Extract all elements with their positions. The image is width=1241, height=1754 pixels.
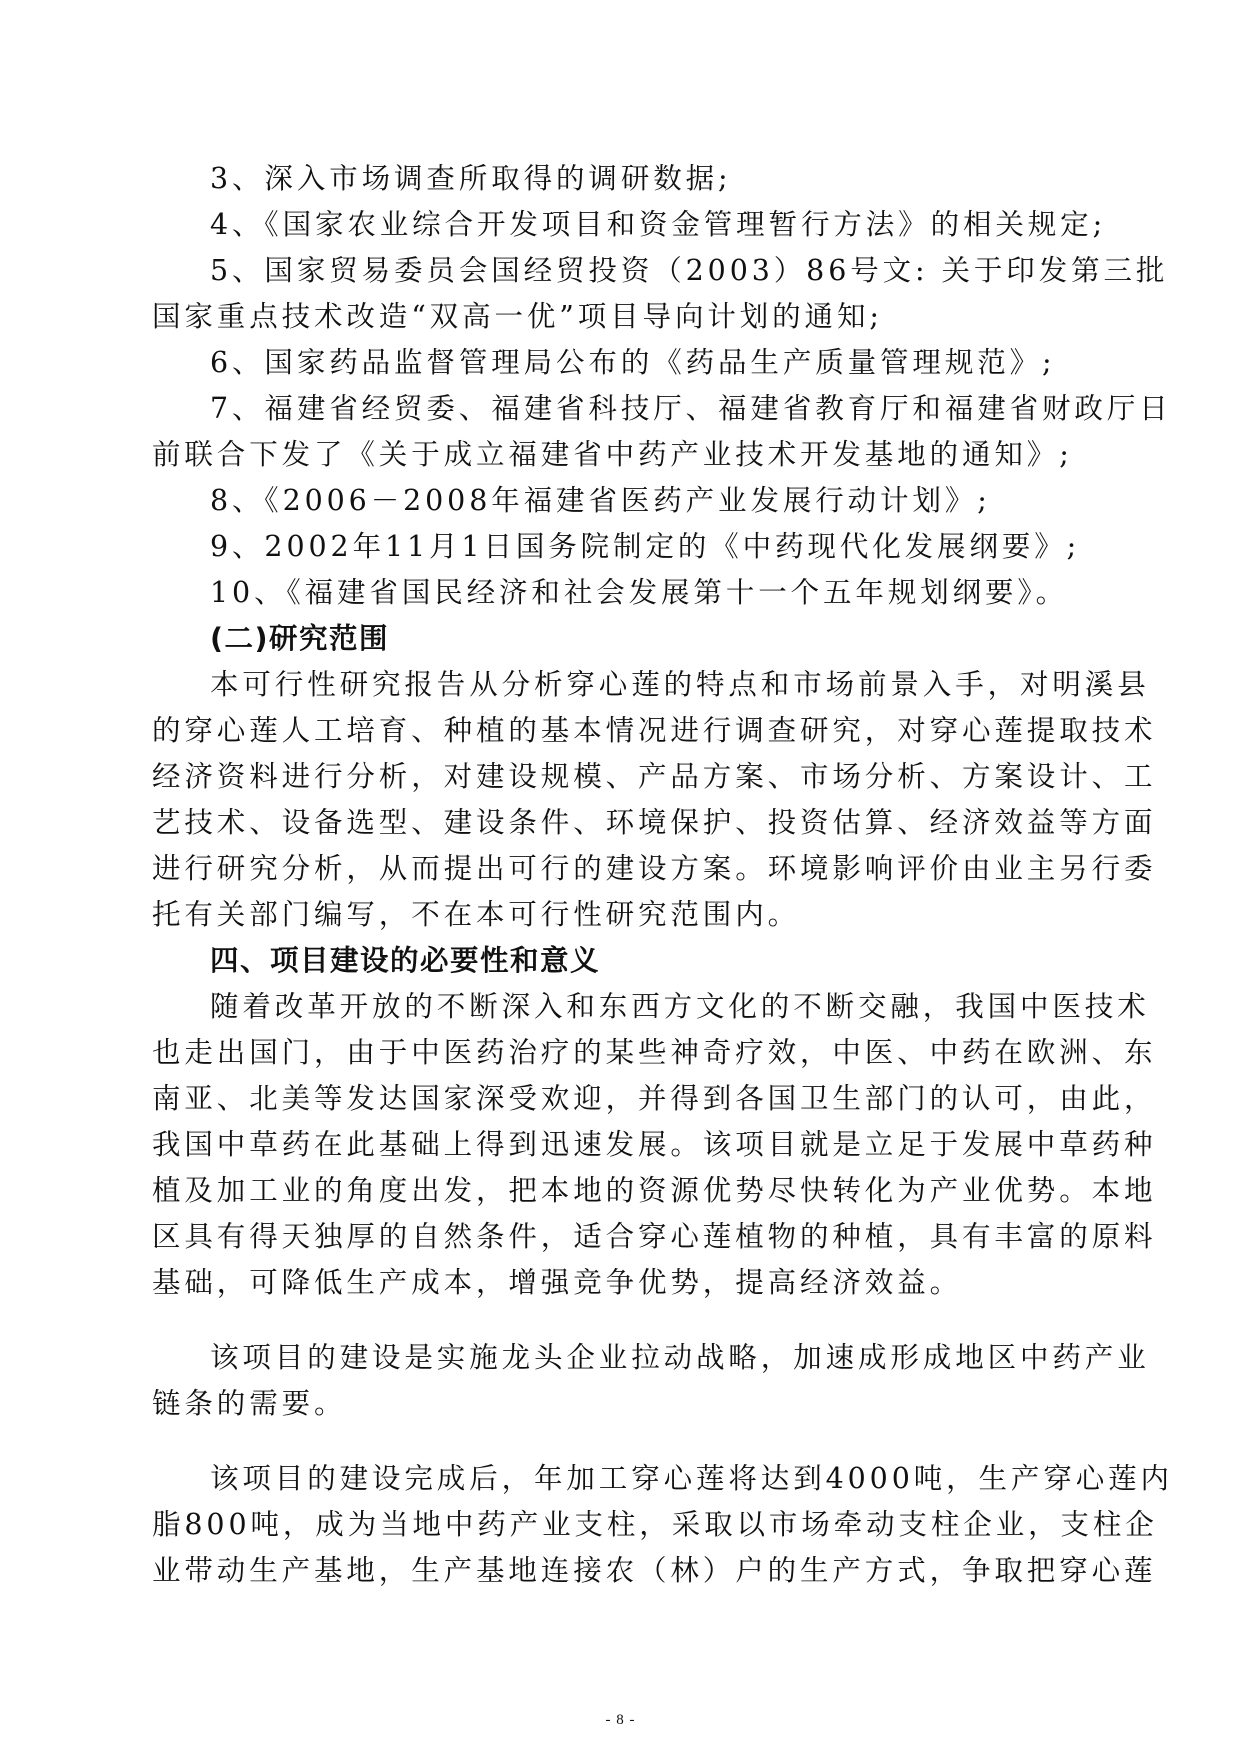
- paragraph-line: 我国中草药在此基础上得到迅速发展。该项目就是立足于发展中草药种: [152, 1128, 1157, 1161]
- paragraph-line: 基础，可降低生产成本，增强竞争优势，提高经济效益。: [152, 1266, 963, 1299]
- page-number: - 8 -: [605, 1712, 636, 1728]
- list-item-7: 7、福建省经贸委、福建省科技厅、福建省教育厅和福建省财政厅日: [210, 392, 1172, 425]
- paragraph-line: 区具有得天独厚的自然条件，适合穿心莲植物的种植，具有丰富的原料: [152, 1220, 1157, 1253]
- paragraph-line: 随着改革开放的不断深入和东西方文化的不断交融，我国中医技术: [210, 990, 1150, 1023]
- paragraph-line: 业带动生产基地，生产基地连接农（林）户的生产方式，争取把穿心莲: [152, 1554, 1157, 1587]
- paragraph-line: 的穿心莲人工培育、种植的基本情况进行调查研究，对穿心莲提取技术: [152, 714, 1157, 747]
- paragraph-line: 脂800吨，成为当地中药产业支柱，采取以市场牵动支柱企业，支柱企: [152, 1508, 1158, 1541]
- list-item-7-continued: 前联合下发了《关于成立福建省中药产业技术开发基地的通知》;: [152, 438, 1073, 471]
- list-item-10: 10、《福建省国民经济和社会发展第十一个五年规划纲要》。: [210, 576, 1068, 609]
- section-heading-research-scope: (二)研究范围: [210, 622, 390, 655]
- paragraph-line: 链条的需要。: [152, 1387, 347, 1420]
- paragraph-line: 植及加工业的角度出发，把本地的资源优势尽快转化为产业优势。本地: [152, 1174, 1157, 1207]
- list-item-8: 8、《2006－2008年福建省医药产业发展行动计划》;: [210, 484, 991, 517]
- paragraph-line: 也走出国门，由于中医药治疗的某些神奇疗效，中医、中药在欧洲、东: [152, 1036, 1157, 1069]
- paragraph-line: 该项目的建设是实施龙头企业拉动战略，加速成形成地区中药产业: [210, 1341, 1150, 1374]
- section-heading-necessity: 四、项目建设的必要性和意义: [210, 944, 601, 977]
- paragraph-line: 艺技术、设备选型、建设条件、环境保护、投资估算、经济效益等方面: [152, 806, 1157, 839]
- paragraph-line: 进行研究分析，从而提出可行的建设方案。环境影响评价由业主另行委: [152, 852, 1157, 885]
- paragraph-line: 经济资料进行分析，对建设规模、产品方案、市场分析、方案设计、工: [152, 760, 1157, 793]
- list-item-6: 6、国家药品监督管理局公布的《药品生产质量管理规范》;: [210, 346, 1056, 379]
- list-item-5-continued: 国家重点技术改造“双高一优”项目导向计划的通知;: [152, 300, 883, 333]
- paragraph-line: 托有关部门编写，不在本可行性研究范围内。: [152, 898, 801, 931]
- paragraph-line: 本可行性研究报告从分析穿心莲的特点和市场前景入手，对明溪县: [210, 668, 1150, 701]
- paragraph-line: 该项目的建设完成后，年加工穿心莲将达到4000吨，生产穿心莲内: [210, 1462, 1173, 1495]
- list-item-3: 3、深入市场调查所取得的调研数据;: [210, 162, 732, 195]
- list-item-4: 4、《国家农业综合开发项目和资金管理暂行方法》的相关规定;: [210, 208, 1107, 241]
- list-item-9: 9、2002年11月1日国务院制定的《中药现代化发展纲要》;: [210, 530, 1081, 563]
- paragraph-line: 南亚、北美等发达国家深受欢迎，并得到各国卫生部门的认可，由此，: [152, 1082, 1157, 1115]
- list-item-5: 5、国家贸易委员会国经贸投资（2003）86号文: 关于印发第三批: [210, 254, 1169, 287]
